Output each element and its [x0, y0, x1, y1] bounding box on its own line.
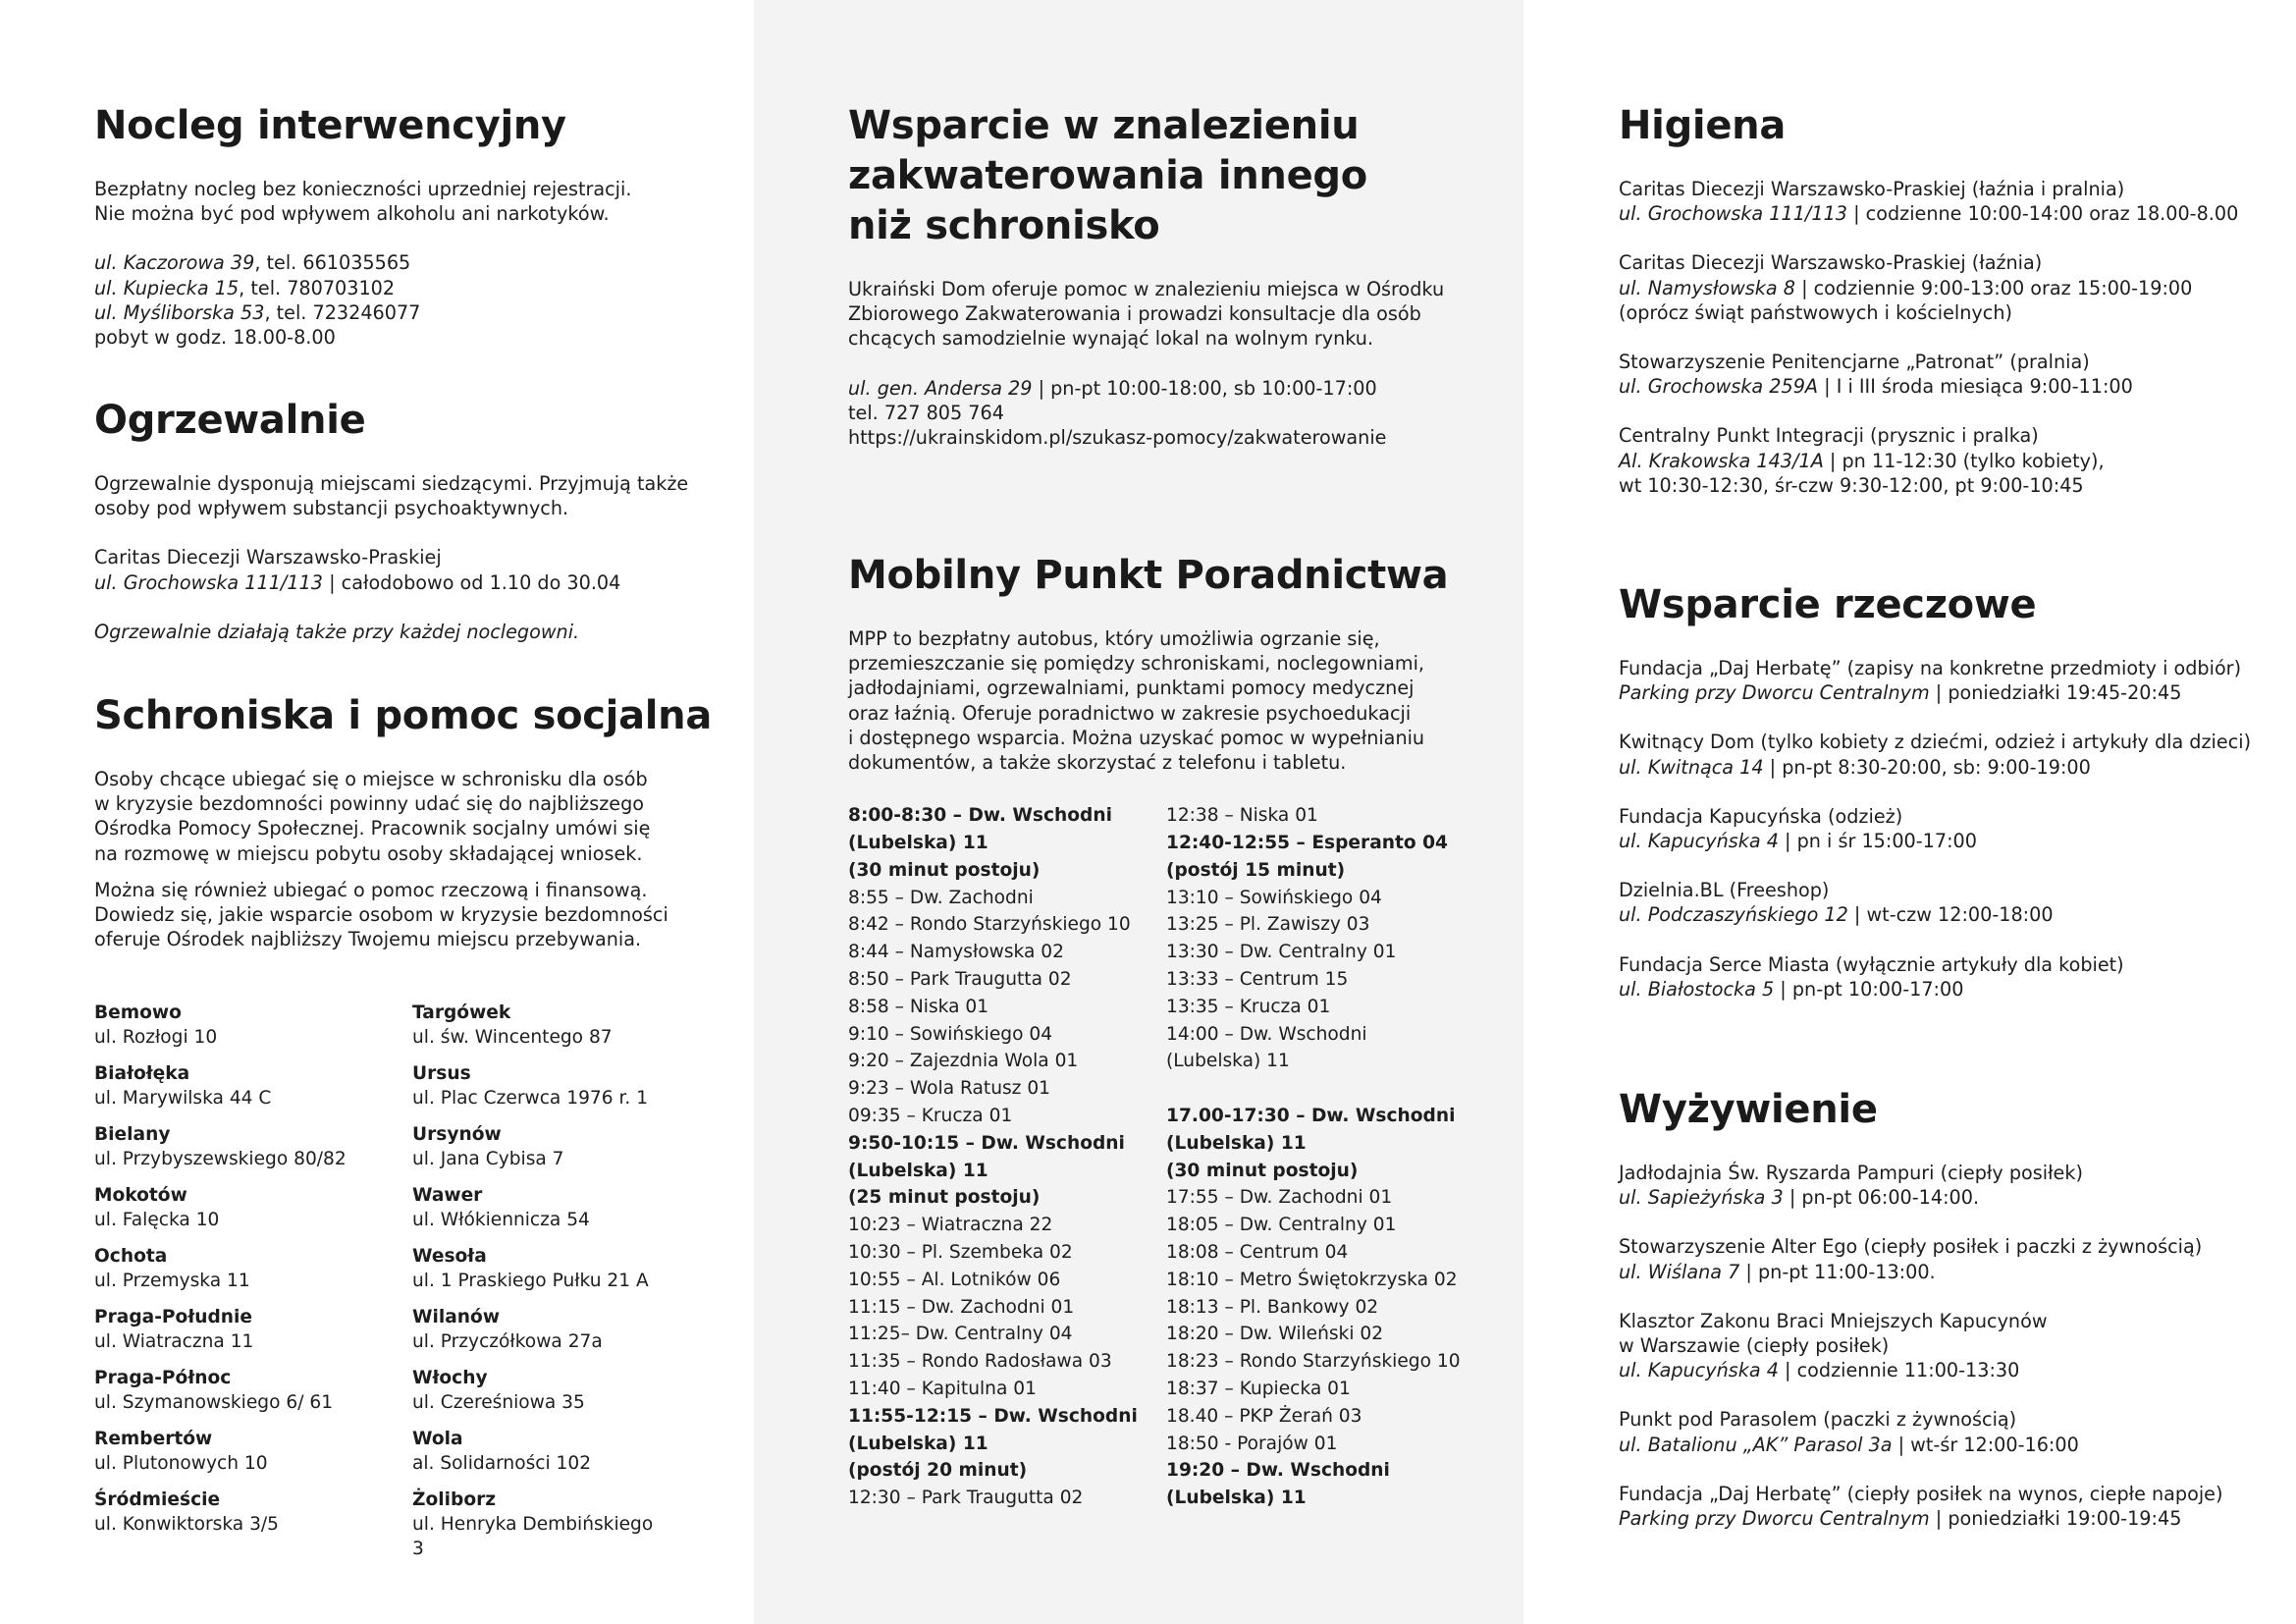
service-entry [1619, 350, 2296, 423]
district-item [94, 1427, 412, 1476]
schedule-stop: 12:40-12:55 – Esperanto 04 (postój 15 minut) [1166, 833, 1448, 881]
hours: | pn-pt 8:30-20:00, sb: 9:00-19:00 [1763, 755, 2091, 779]
service-entry [1619, 878, 2296, 951]
schedule-stop: 8:50 – Park Traugutta 02 [848, 969, 1072, 990]
service-entry [1619, 1407, 2296, 1481]
street: ul. Batalionu „AK” Parasol 3a [1619, 1433, 1893, 1456]
district-item [94, 1061, 412, 1110]
mpp-intro: MPP to bezpłatny autobus, który umożliwia ogrzanie się, przemieszczanie się pomiędzy schroniskami, noclegowniami, jadłodajniami, ogrzewalniami, punktami pomocy medycznej oraz łaźnią. Oferuje poradnictwo w zakresie psychoedukacji i dostępnego wsparcia. Można uzyskać pomoc w wypełnianiu dokumentów, a także skorzystać z telefonu i tabletu. [848, 627, 1425, 775]
ogrzewalnie-org: Caritas Diecezji Warszawsko-Praskiej [94, 546, 442, 569]
schedule-stop: 8:55 – Dw. Zachodni [848, 887, 1034, 908]
district-name: Rembertów [94, 1429, 213, 1450]
section-higiena [1619, 101, 2296, 498]
ogrzewalnie-address [94, 570, 754, 595]
section-ogrzewalnie [94, 396, 754, 644]
schedule-stop: 18:08 – Centrum 04 [1166, 1241, 1349, 1263]
schedule-stop: 12:38 – Niska 01 [1166, 805, 1318, 827]
district-item [412, 1122, 667, 1171]
service-address [1619, 449, 2296, 473]
district-item [94, 1183, 412, 1232]
hours: | pn i śr 15:00-17:00 [1778, 830, 1977, 853]
district-item [412, 1366, 667, 1415]
district-address: ul. Plac Czerwca 1976 r. 1 [412, 1088, 649, 1110]
schedule-stop: 9:50-10:15 – Dw. Wschodni (Lubelska) 11 (25 minut postoju) [848, 1132, 1125, 1209]
service-name: Fundacja Kapucyńska (odzież) [1619, 804, 1903, 828]
district-name: Wesoła [412, 1246, 487, 1268]
district-address: ul. Marywilska 44 C [94, 1088, 272, 1110]
district-address: ul. 1 Praskiego Pułku 21 A [412, 1271, 649, 1292]
section-mpp [848, 551, 1523, 1512]
nocleg-hours: pobyt w godz. 18.00-8.00 [94, 326, 336, 350]
schedule-stop: 11:35 – Rondo Radosława 03 [848, 1351, 1112, 1373]
district-name: Białołęka [94, 1063, 190, 1085]
district-address: ul. Szymanowskiego 6/ 61 [94, 1392, 334, 1414]
district-name: Mokotów [94, 1185, 187, 1207]
service-address [1619, 977, 2296, 1001]
schedule-stop: 12:30 – Park Traugutta 02 [848, 1488, 1084, 1509]
ogrzewalnie-intro: Ogrzewalnie dysponują miejscami siedzącymi. Przyjmują także osoby pod wpływem substancji psychoaktywnych. [94, 472, 689, 520]
district-item [412, 1001, 667, 1050]
schedule-stop: 8:00-8:30 – Dw. Wschodni (Lubelska) 11 (30 minut postoju) [848, 805, 1112, 881]
service-name: Caritas Diecezji Warszawsko-Praskiej (łaźnia) [1619, 251, 2043, 275]
street: ul. Myśliborska 53 [94, 300, 265, 324]
street: ul. Kaczorowa 39 [94, 251, 255, 275]
hours: | pn-pt 06:00-14:00. [1783, 1186, 1980, 1210]
hours: | poniedziałki 19:00-19:45 [1929, 1507, 2182, 1531]
service-extra: (oprócz świąt państwowych i kościelnych) [1619, 300, 2012, 324]
section-wyzywienie [1619, 1085, 2296, 1531]
service-entry [1619, 1161, 2296, 1234]
schedule-stop: 18:23 – Rondo Starzyńskiego 10 [1166, 1351, 1461, 1373]
schedule-stop: 18.40 – PKP Żerań 03 [1166, 1405, 1362, 1427]
district-name: Ursynów [412, 1124, 502, 1146]
service-entry [1619, 250, 2296, 350]
district-address: ul. Czereśniowa 35 [412, 1392, 585, 1414]
district-item [94, 1122, 412, 1171]
schedule-stop: 14:00 – Dw. Wschodni (Lubelska) 11 [1166, 1023, 1367, 1072]
service-name: Fundacja „Daj Herbatę” (zapisy na konkretne przedmioty i odbiór) [1619, 657, 2242, 679]
district-item [94, 1488, 412, 1561]
district-address: ul. Plutonowych 10 [94, 1453, 268, 1475]
hours: | codzienne 10:00-14:00 oraz 18.00-8.00 [1847, 202, 2239, 226]
district-name: Wawer [412, 1185, 483, 1207]
schedule-stop: 8:44 – Namysłowska 02 [848, 942, 1064, 963]
section-rzeczowe [1619, 580, 2296, 1001]
service-address [1619, 755, 2296, 780]
street: ul. Sapieżyńska 3 [1619, 1186, 1784, 1210]
service-entry [1619, 1482, 2296, 1531]
schedule-stop: 8:58 – Niska 01 [848, 996, 989, 1017]
service-name: Caritas Diecezji Warszawsko-Praskiej (łaźnia i pralnia) [1619, 178, 2125, 200]
street: ul. Wiślana 7 [1619, 1260, 1740, 1283]
schedule-stop: 13:10 – Sowińskiego 04 [1166, 887, 1382, 908]
wsparcie-intro: Ukraiński Dom oferuje pomoc w znalezieniu miejsca w Ośrodku Zbiorowego Zakwaterowania i prowadzi konsultacje dla osób chcących samodzielnie wynająć lokal na wolnym rynku. [848, 278, 1445, 351]
district-address: ul. Rozłogi 10 [94, 1027, 218, 1049]
section-title: Mobilny Punkt Poradnictwa [848, 553, 1449, 598]
wyzywienie-entries [1619, 1161, 2296, 1531]
service-address [1619, 276, 2296, 300]
schedule-stop: 18:37 – Kupiecka 01 [1166, 1378, 1351, 1399]
rzeczowe-entries [1619, 656, 2296, 1001]
schedule-stop: 18:13 – Pl. Bankowy 02 [1166, 1296, 1379, 1318]
hours: | poniedziałki 19:45-20:45 [1929, 681, 2182, 705]
hours: | codziennie 9:00-13:00 oraz 15:00-19:00 [1794, 276, 2193, 299]
district-name: Śródmieście [94, 1489, 221, 1511]
street: ul. Białostocka 5 [1619, 977, 1775, 1001]
section-title: Nocleg interwencyjny [94, 103, 566, 148]
address-line [94, 276, 754, 300]
nocleg-addresses [94, 250, 754, 325]
schedule-left [848, 802, 1166, 1512]
schedule-stop: 11:55-12:15 – Dw. Wschodni (Lubelska) 11 (postój 20 minut) [848, 1405, 1138, 1482]
street: ul. Namysłowska 8 [1619, 276, 1795, 299]
section-schroniska [94, 691, 754, 1561]
schedule-stop: 13:30 – Dw. Centralny 01 [1166, 942, 1397, 963]
district-item [412, 1488, 667, 1561]
hours: | pn-pt 10:00-18:00, sb 10:00-17:00 [1032, 376, 1377, 400]
wsparcie-phone: tel. 727 805 764 [848, 401, 1004, 424]
phone: , tel. 723246077 [264, 300, 421, 324]
hours: | wt-śr 12:00-16:00 [1892, 1433, 2079, 1456]
street: ul. Kwitnąca 14 [1619, 755, 1764, 779]
schedule-stop: 18:10 – Metro Świętokrzyska 02 [1166, 1269, 1458, 1290]
column-left [0, 0, 754, 1624]
district-address: ul. Przybyszewskiego 80/82 [94, 1149, 347, 1170]
column-middle [754, 0, 1523, 1624]
service-name: Kwitnący Dom (tylko kobiety z dziećmi, odzież i artykuły dla dzieci) [1619, 731, 2252, 754]
schedule-stop [1166, 1075, 1461, 1103]
street: ul. Kapucyńska 4 [1619, 1359, 1779, 1382]
schedule-stop: 09:35 – Krucza 01 [848, 1105, 1013, 1126]
district-item [94, 1001, 412, 1050]
district-item [412, 1061, 667, 1110]
schedule-stop: 18:50 - Porajów 01 [1166, 1433, 1338, 1454]
schedule-stop: 18:05 – Dw. Centralny 01 [1166, 1215, 1397, 1236]
street: ul. Grochowska 111/113 [1619, 202, 1848, 226]
district-name: Włochy [412, 1368, 488, 1389]
district-name: Wilanów [412, 1307, 500, 1328]
district-name: Praga-Południe [94, 1307, 252, 1328]
street: ul. Podczaszyńskiego 12 [1619, 903, 1848, 927]
ogrzewalnie-note: Ogrzewalnie działają także przy każdej noclegowni. [94, 620, 580, 643]
street: ul. Grochowska 111/113 [94, 570, 324, 594]
district-address: ul. św. Wincentego 87 [412, 1027, 613, 1049]
hours: | wt-czw 12:00-18:00 [1847, 903, 2054, 927]
district-item [412, 1427, 667, 1476]
service-entry [1619, 1309, 2296, 1408]
schroniska-p2: Można się również ubiegać o pomoc rzeczową i finansową. Dowiedz się, jakie wsparcie osobom w kryzysie bezdomności oferuje Ośrodek najbliższy Twojemu miejscu przebywania. [94, 878, 668, 951]
service-entry [1619, 804, 2296, 878]
district-address: ul. Przemyska 11 [94, 1271, 250, 1292]
service-name: Punkt pod Parasolem (paczki z żywnością) [1619, 1408, 2017, 1432]
service-entry [1619, 952, 2296, 1001]
street: Parking przy Dworcu Centralnym [1619, 681, 1930, 705]
service-name: Klasztor Zakonu Braci Mniejszych Kapucynów [1619, 1309, 2048, 1332]
district-address: ul. Falęcka 10 [94, 1210, 220, 1231]
wsparcie-url: https://ukrainskidom.pl/szukasz-pomocy/zakwaterowanie [848, 426, 1387, 450]
section-wsparcie-zakwaterowania [848, 101, 1523, 450]
street: Al. Krakowska 143/1A [1619, 449, 1824, 472]
street: ul. gen. Andersa 29 [848, 376, 1033, 400]
service-name: Jadłodajnia Św. Ryszarda Pampuri (ciepły posiłek) [1619, 1162, 2083, 1184]
schedule-stop: 11:40 – Kapitulna 01 [848, 1378, 1037, 1399]
schedule-stop: 17:55 – Dw. Zachodni 01 [1166, 1187, 1393, 1209]
district-item [94, 1244, 412, 1293]
service-address [1619, 1433, 2296, 1457]
district-address: ul. Jana Cybisa 7 [412, 1149, 564, 1170]
service-address [1619, 902, 2296, 927]
schedule-stop: 10:23 – Wiatraczna 22 [848, 1215, 1053, 1236]
street: ul. Kupiecka 15 [94, 276, 240, 299]
service-address [1619, 1185, 2296, 1210]
schedule-stop: 9:10 – Sowińskiego 04 [848, 1023, 1053, 1045]
district-address: ul. Konwiktorska 3/5 [94, 1514, 280, 1536]
service-address [1619, 829, 2296, 853]
service-entry [1619, 1234, 2296, 1308]
address-line [94, 250, 754, 275]
district-item [412, 1183, 667, 1232]
district-item [412, 1244, 667, 1293]
section-title: Wsparcie rzeczowe [1619, 582, 2037, 627]
section-title: Schroniska i pomoc socjalna [94, 693, 713, 738]
service-name: Stowarzyszenie Alter Ego (ciepły posiłek i paczki z żywnością) [1619, 1235, 2203, 1259]
district-name: Ochota [94, 1246, 168, 1268]
service-name: Fundacja „Daj Herbatę” (ciepły posiłek na wynos, ciepłe napoje) [1619, 1482, 2223, 1505]
street: ul. Kapucyńska 4 [1619, 830, 1779, 853]
service-address [1619, 201, 2296, 226]
service-entry [1619, 423, 2296, 498]
schedule-right [1166, 802, 1461, 1512]
schedule-stop: 17.00-17:30 – Dw. Wschodni (Lubelska) 11 (30 minut postoju) [1166, 1105, 1456, 1181]
district-address: ul. Henryka Dembińskiego 3 [412, 1514, 654, 1560]
service-entry [1619, 177, 2296, 250]
hours: | codziennie 11:00-13:30 [1778, 1359, 2020, 1382]
schedule-stop: 11:15 – Dw. Zachodni 01 [848, 1296, 1075, 1318]
service-address [1619, 1506, 2296, 1531]
nocleg-intro: Bezpłatny nocleg bez konieczności uprzedniej rejestracji. Nie można być pod wpływem alkoholu ani narkotyków. [94, 178, 632, 226]
service-address [1619, 374, 2296, 399]
schedule-stop: 9:20 – Zajezdnia Wola 01 [848, 1051, 1079, 1072]
district-item [412, 1305, 667, 1354]
district-address: ul. Przyczółkowa 27a [412, 1331, 603, 1353]
district-name: Praga-Północ [94, 1368, 232, 1389]
hours: | pn 11-12:30 (tylko kobiety), [1823, 449, 2105, 472]
section-nocleg [94, 101, 754, 350]
schedule-stop: 13:25 – Pl. Zawiszy 03 [1166, 914, 1370, 936]
service-address [1619, 1260, 2296, 1284]
schedule-stop: 13:33 – Centrum 15 [1166, 969, 1349, 990]
service-name: w Warszawie (ciepły posiłek) [1619, 1334, 1890, 1358]
schedule-stop: 9:23 – Wola Ratusz 01 [848, 1078, 1051, 1100]
column-right [1523, 0, 2296, 1624]
phone: , tel. 780703102 [239, 276, 396, 299]
district-item [94, 1366, 412, 1415]
schedule-stop: 19:20 – Dw. Wschodni (Lubelska) 11 [1166, 1460, 1390, 1509]
section-title: Wsparcie w znalezieniu zakwaterowania innego niż schronisko [848, 103, 1367, 248]
schedule-stop: 11:25– Dw. Centralny 04 [848, 1324, 1073, 1345]
phone: , tel. 661035565 [254, 251, 411, 275]
section-title: Wyżywienie [1619, 1087, 1878, 1132]
service-name: Dzielnia.BL (Freeshop) [1619, 879, 1830, 902]
schedule-stop: 10:55 – Al. Lotników 06 [848, 1269, 1061, 1290]
street: Parking przy Dworcu Centralnym [1619, 1507, 1930, 1531]
schedule-stop: 18:20 – Dw. Wileński 02 [1166, 1324, 1384, 1345]
service-name: Centralny Punkt Integracji (prysznic i pralka) [1619, 424, 2039, 448]
district-name: Bielany [94, 1124, 171, 1146]
service-address [1619, 1358, 2296, 1382]
district-address: ul. Włókiennicza 54 [412, 1210, 590, 1231]
service-extra: wt 10:30-12:30, śr-czw 9:30-12:00, pt 9:00-10:45 [1619, 473, 2084, 497]
district-name: Targówek [412, 1002, 511, 1024]
schedule-stop: 13:35 – Krucza 01 [1166, 996, 1331, 1017]
district-list [94, 1001, 754, 1561]
service-address [1619, 680, 2296, 705]
street: ul. Grochowska 259A [1619, 375, 1819, 399]
district-item [94, 1305, 412, 1354]
service-name: Stowarzyszenie Penitencjarne „Patronat” (pralnia) [1619, 351, 2090, 374]
district-name: Wola [412, 1429, 463, 1450]
service-entry [1619, 656, 2296, 730]
district-name: Bemowo [94, 1002, 182, 1024]
hours: | I i III środa miesiąca 9:00-11:00 [1818, 375, 2133, 399]
district-address: al. Solidarności 102 [412, 1453, 592, 1475]
district-address: ul. Wiatraczna 11 [94, 1331, 254, 1353]
service-entry [1619, 730, 2296, 803]
section-title: Higiena [1619, 103, 1787, 148]
hours: | pn-pt 11:00-13:00. [1739, 1260, 1936, 1283]
hours: | pn-pt 10:00-17:00 [1774, 977, 1964, 1001]
schroniska-p1: Osoby chcące ubiegać się o miejsce w schronisku dla osób w kryzysie bezdomności powinny udać się do najbliższego Ośrodka Pomocy Społecznej. Pracownik socjalny umówi się na rozmowę w miejscu pobytu osoby składającej wniosek. [94, 768, 651, 865]
schedule-stop: 8:42 – Rondo Starzyńskiego 10 [848, 914, 1131, 936]
service-name: Fundacja Serce Miasta (wyłącznie artykuły dla kobiet) [1619, 952, 2124, 976]
schedule-stop: 10:30 – Pl. Szembeka 02 [848, 1241, 1073, 1263]
wsparcie-address [848, 376, 1523, 401]
address-line [94, 300, 754, 325]
district-name: Żoliborz [412, 1489, 497, 1511]
hours: | całodobowo od 1.10 do 30.04 [323, 570, 621, 594]
district-name: Ursus [412, 1063, 471, 1085]
higiena-entries [1619, 177, 2296, 498]
mpp-schedule [848, 802, 1523, 1512]
section-title: Ogrzewalnie [94, 398, 366, 443]
